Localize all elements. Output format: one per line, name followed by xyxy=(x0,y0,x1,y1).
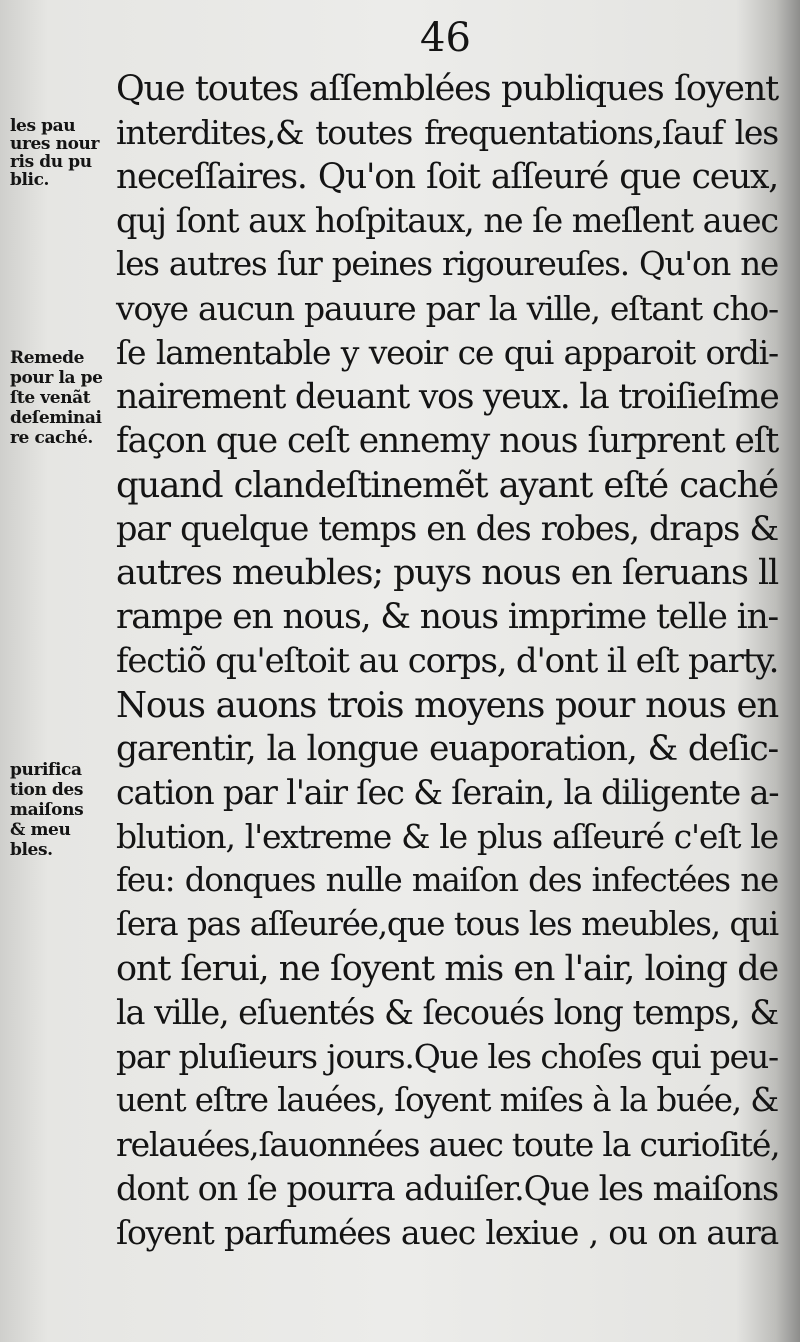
margin-note-line: pour la pe xyxy=(10,368,103,388)
margin-note-line: bles. xyxy=(10,840,53,860)
text-line: uent eſtre lauées, ſoyent miſes à la buée, & xyxy=(116,1081,778,1119)
text-line: Que toutes aſſemblées publiques ſoyent xyxy=(116,69,778,109)
margin-note-line: maiſons xyxy=(10,800,84,820)
margin-note-line: ſte venãt xyxy=(10,388,91,408)
text-line: nairement deuant vos yeux. la troiſieſme xyxy=(116,377,779,417)
text-line: Nous auons trois moyens pour nous en xyxy=(116,685,778,726)
text-line: la ville, eſuentés & ſecoués long temps, & xyxy=(116,993,778,1032)
text-line: dont on ſe pourra aduiſer.Que les maiſons xyxy=(116,1169,778,1208)
margin-note-line: Remede xyxy=(10,348,85,368)
text-line: ſera pas aſſeurée,que tous les meubles, qui xyxy=(116,905,778,943)
text-line: quj ſont aux hoſpitaux, ne ſe meſlent auec xyxy=(116,201,778,240)
text-line: ſoyent parfumées auec lexiue , ou on aura xyxy=(116,1213,778,1252)
text-line: par quelque temps en des robes, draps & xyxy=(116,509,778,548)
text-line: fectiõ qu'eſtoit au corps, d'ont il eſt party. xyxy=(116,641,779,681)
text-line: par pluſieurs jours.Que les choſes qui peu- xyxy=(116,1037,778,1076)
text-line: façon que ceſt ennemy nous ſurprent eſt xyxy=(116,421,778,461)
text-line: voye aucun pauure par la ville, eſtant cho- xyxy=(116,289,778,328)
margin-note-line: ris du pu xyxy=(10,152,92,172)
text-line: cation par l'air ſec & ſerain, la diligente a- xyxy=(116,773,779,812)
margin-note-line: blic. xyxy=(10,170,50,190)
margin-note-line: purifica xyxy=(10,760,82,780)
text-line: neceſſaires. Qu'on ſoit aſſeuré que ceux, xyxy=(116,157,778,197)
margin-note-line: re caché. xyxy=(10,428,93,448)
text-line: relauées,ſauonnées auec toute la curioſité, xyxy=(116,1125,780,1164)
page-number: 46 xyxy=(420,15,471,61)
text-line: autres meubles; puys nous en ſeruans ll xyxy=(116,553,778,593)
text-line: garentir, la longue euaporation, & deſic- xyxy=(116,729,778,769)
margin-note-line: tion des xyxy=(10,780,84,800)
text-line: interdites,& toutes frequentations,ſauf les xyxy=(116,113,778,152)
text-line: ſe lamentable y veoir ce qui apparoit ordi- xyxy=(116,333,778,372)
text-line: les autres ſur peines rigoureuſes. Qu'on ne xyxy=(116,245,778,283)
margin-note-line: ures nour xyxy=(10,134,100,154)
text-line: ont ſerui, ne ſoyent mis en l'air, loing de xyxy=(116,949,778,989)
margin-note-line: les pau xyxy=(10,116,76,136)
text-line: blution, l'extreme & le plus aſſeuré c'eſt le xyxy=(116,817,778,856)
margin-note-line: & meu xyxy=(10,820,71,840)
text-line: quand clandeſtinemẽt ayant eſté caché xyxy=(116,465,778,506)
text-line: rampe en nous, & nous imprime telle in- xyxy=(116,597,778,637)
text-line: feu: donques nulle maiſon des infectées ne xyxy=(116,861,778,899)
margin-note-line: deſeminai xyxy=(10,408,102,428)
